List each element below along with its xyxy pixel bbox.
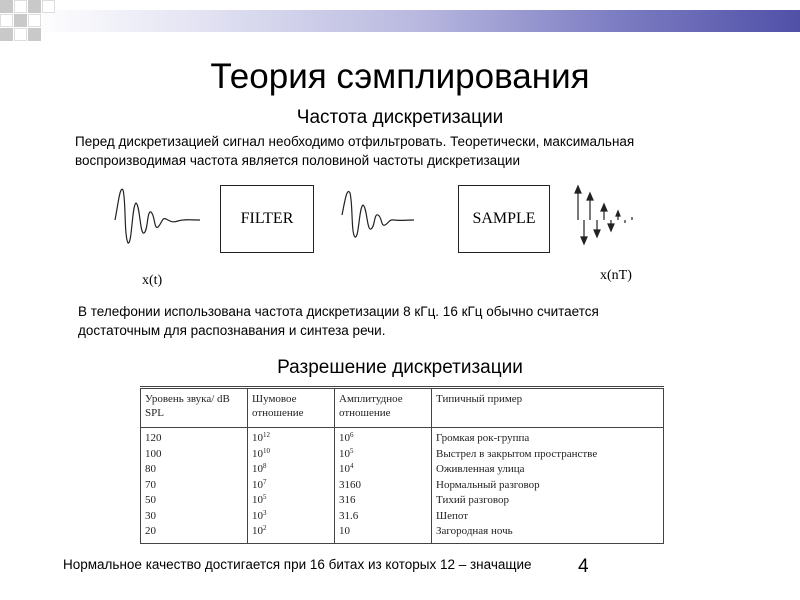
noise-exponent: 7 [263,477,267,486]
noise-base: 10 [252,447,263,460]
example-value: Тихий разговор [436,494,509,506]
section-heading-resolution: Разрешение дискретизации [277,357,523,378]
example-value: Выстрел в закрытом пространстве [436,447,598,460]
amp-base: 10 [339,447,350,460]
sound-level-table [140,386,664,544]
example-value: Шепот [436,509,469,522]
noise-value [252,478,330,494]
decor-square [14,0,27,13]
header-decoration [0,0,800,40]
noise-value [252,509,330,525]
amplitude-value [339,462,427,478]
filter-block: FILTER [220,185,314,253]
level-value: 80 [145,463,156,475]
decor-square [14,14,27,27]
level-value: 50 [145,494,156,506]
noise-base: 10 [252,525,263,537]
col-header-amplitude: Амплитудное отношение [335,388,432,428]
decor-square [28,14,41,27]
sample-block: SAMPLE [458,185,550,253]
noise-exponent: 8 [263,462,267,470]
decor-square [42,0,55,13]
noise-exponent: 3 [263,508,267,517]
slide-title: Теория сэмплирования [210,57,590,96]
noise-base: 10 [252,494,263,506]
noise-exponent: 5 [263,493,267,501]
decor-square [0,0,13,13]
noise-value [252,447,330,463]
input-signal-label: x(t) [142,273,163,288]
amplitude-value: 31.6 [339,509,359,522]
sampled-impulses [575,186,632,244]
amplitude-value: 316 [339,494,356,506]
decor-square [28,28,41,41]
intro-line: воспроизводимая частота является половиной частоты дискретизации [75,153,520,168]
amp-base: 10 [339,463,350,475]
amplitude-value [339,447,427,463]
noise-exponent: 2 [263,524,267,532]
footer-note: Нормальное качество достигается при 16 битах из которых 12 – значащие [63,557,532,572]
example-value: Загородная ночь [436,525,513,537]
amp-exponent: 5 [350,446,354,455]
amp-exponent: 4 [350,462,354,470]
example-value: Громкая рок-группа [436,432,530,444]
decor-square [0,14,13,27]
noise-exponent: 10 [263,446,270,455]
level-value: 30 [145,509,156,522]
level-value: 100 [145,447,162,460]
decor-square [14,28,27,41]
telephony-line: В телефонии использована частота дискретизации 8 кГц. 16 кГц обычно считается [78,304,599,319]
input-waveform [115,189,200,243]
decor-square [28,0,41,13]
decor-square [0,28,13,41]
col-header-noise: Шумовое отношение [248,388,335,428]
noise-value [252,462,330,478]
noise-base: 10 [252,478,263,491]
noise-base: 10 [252,463,263,475]
level-value: 20 [145,525,156,537]
table-header-row [141,388,664,428]
diagram-graphics [110,175,670,295]
amplitude-value [339,431,427,447]
telephony-line: достаточным для распознавания и синтеза речи. [78,323,386,338]
example-value: Оживленная улица [436,463,525,475]
noise-value [252,493,330,509]
intro-line: Перед дискретизацией сигнал необходимо отфильтровать. Теоретически, максимальная [75,134,635,149]
noise-base: 10 [252,432,263,444]
noise-value [252,431,330,447]
amplitude-value: 3160 [339,478,361,491]
example-cell [432,428,664,544]
col-header-example: Типичный пример [432,388,664,428]
noise-cell [248,428,335,544]
sampling-diagram [110,175,670,295]
intro-paragraph [75,132,634,170]
telephony-paragraph [78,302,599,340]
amp-exponent: 6 [350,431,354,439]
page-number: 4 [578,556,589,577]
level-value: 70 [145,478,156,491]
noise-value [252,524,330,540]
noise-base: 10 [252,509,263,522]
col-header-level: Уровень звука/ dB SPL [141,388,248,428]
amplitude-cell [335,428,432,544]
section-heading-sampling-rate: Частота дискретизации [296,107,504,128]
noise-exponent: 12 [263,431,270,439]
example-value: Нормальный разговор [436,478,540,491]
table-row [141,428,664,544]
amp-base: 10 [339,432,350,444]
amplitude-value: 10 [339,525,350,537]
output-signal-label: x(nT) [600,268,632,283]
header-gradient-bar [30,10,800,32]
level-cell [141,428,248,544]
filtered-waveform [342,192,414,238]
level-value: 120 [145,432,162,444]
